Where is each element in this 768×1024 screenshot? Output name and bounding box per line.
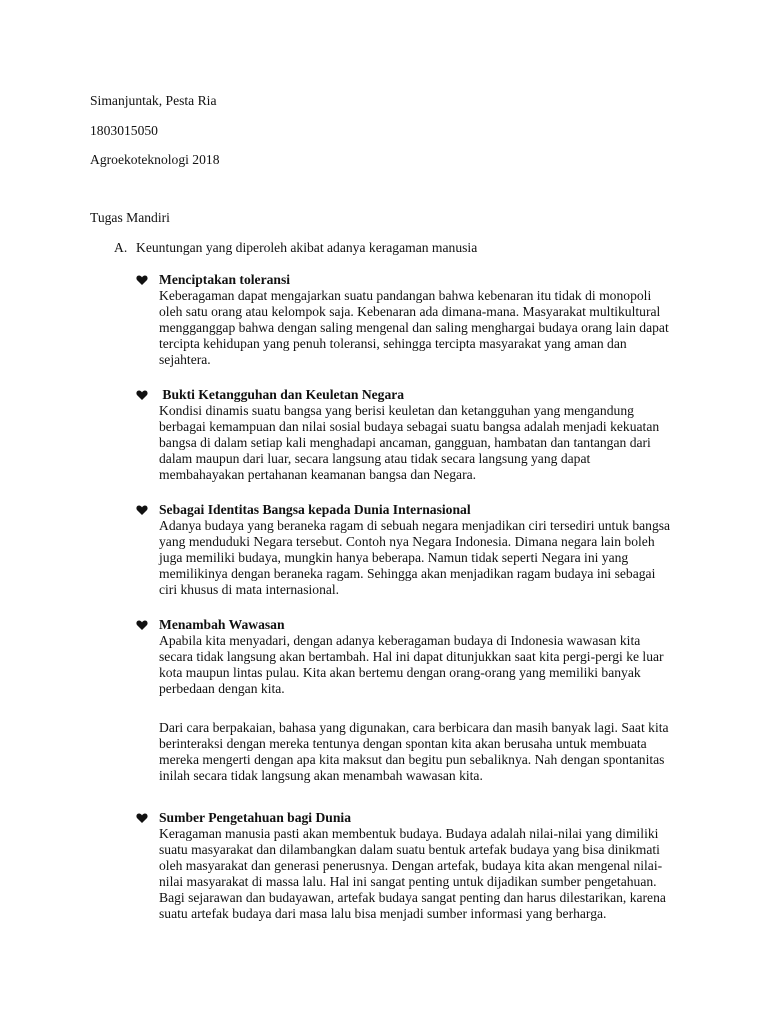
heart-bullet-icon bbox=[136, 619, 148, 631]
body-line: dalam maupun dari luar, secara langsung atau tidak secara langsung yang dapat bbox=[159, 451, 591, 466]
body-line: mengganggap bahwa dengan saling mengenal dan saling menghargai budaya orang lain dapat bbox=[159, 320, 669, 335]
body-line: Keberagaman dapat mengajarkan suatu pandangan bahwa kebenaran itu tidak di monopoli bbox=[159, 288, 652, 303]
body-line: bangsa di dalam setiap kali menghadapi ancaman, gangguan, hambatan dan tantangan dari bbox=[159, 435, 651, 450]
body-line: juga memiliki budaya, mungkin hanya beberapa. Namun tidak seperti Negara ini yang bbox=[159, 550, 629, 565]
section-title: Keuntungan yang diperoleh akibat adanya keragaman manusia bbox=[136, 240, 478, 255]
heart-bullet-icon bbox=[136, 812, 148, 824]
body-line: memilikinya dengan beraneka ragam. Sehingga akan menjadikan ragam budaya ini sebagai bbox=[159, 566, 656, 581]
body-line: Keragaman manusia pasti akan membentuk budaya. Budaya adalah nilai-nilai yang dimiliki bbox=[159, 826, 659, 841]
item-body-continued bbox=[159, 720, 689, 784]
body-line: suatu masyarakat dan dilambangkan dalam suatu bentuk artefak budaya yang bisa dinikmati bbox=[159, 842, 660, 857]
item-body bbox=[159, 403, 679, 483]
item-title: Menciptakan toleransi bbox=[159, 272, 291, 287]
body-line: kota maupun lintas pulau. Kita akan bertemu dengan orang-orang yang memiliki banyak bbox=[159, 665, 641, 680]
body-line: secara tidak langsung akan bertambah. Hal ini dapat ditunjukkan saat kita pergi-pergi ke luar bbox=[159, 649, 664, 664]
study-program: Agroekoteknologi 2018 bbox=[90, 152, 220, 167]
body-line: mereka mengerti dengan apa kita maksut dan begitu pun sebaliknya. Nah dengan spontanitas bbox=[159, 752, 665, 767]
body-line: berinteraksi dengan mereka tentunya dengan spontan kita akan berusaha untuk membuata bbox=[159, 736, 647, 751]
item-body bbox=[159, 826, 679, 922]
body-line: inilah secara tidak langsung akan menambah wawasan kita. bbox=[159, 768, 483, 783]
author-name: Simanjuntak, Pesta Ria bbox=[90, 93, 217, 108]
body-line: berbagai kemampuan dan nilai sosial budaya sebagai suatu bangsa adalah menjadi kekuatan bbox=[159, 419, 660, 434]
body-line: yang menduduki Negara tersebut. Contoh nya Negara Indonesia. Dimana negara lain boleh bbox=[159, 534, 655, 549]
body-line: perbedaan dengan kita. bbox=[159, 681, 285, 696]
item-title: Sumber Pengetahuan bagi Dunia bbox=[159, 810, 351, 825]
body-line: Apabila kita menyadari, dengan adanya keberagaman budaya di Indonesia wawasan kita bbox=[159, 633, 641, 648]
body-line: Adanya budaya yang beraneka ragam di sebuah negara menjadikan ciri tersediri untuk bangsa bbox=[159, 518, 671, 533]
heart-bullet-icon bbox=[136, 504, 148, 516]
heart-bullet-icon bbox=[136, 274, 148, 286]
body-line: membahayakan pertahanan keamanan bangsa dan Negara. bbox=[159, 467, 477, 482]
body-line: sejahtera. bbox=[159, 352, 211, 367]
item-body bbox=[159, 633, 679, 697]
item-title: Sebagai Identitas Bangsa kepada Dunia Internasional bbox=[159, 502, 471, 517]
item-body bbox=[159, 518, 679, 598]
body-line: Dari cara berpakaian, bahasa yang digunakan, cara berbicara dan masih banyak lagi. Saat kita bbox=[159, 720, 669, 735]
item-body bbox=[159, 288, 679, 368]
assignment-title: Tugas Mandiri bbox=[90, 210, 170, 225]
item-title: Menambah Wawasan bbox=[159, 617, 285, 632]
heart-bullet-icon bbox=[136, 389, 148, 401]
body-line: tercipta kehidupan yang penuh toleransi, sehingga tercipta masyarakat yang aman dan bbox=[159, 336, 627, 351]
body-line: oleh satu orang atau kelompok saja. Kebenaran ada dimana-mana. Masyarakat multikultural bbox=[159, 304, 661, 319]
body-line: Bagi sejarawan dan budayawan, artefak budaya sangat penting dan harus dilestarikan, karena bbox=[159, 890, 666, 905]
item-title: Bukti Ketangguhan dan Keuletan Negara bbox=[159, 387, 405, 402]
body-line: ciri khusus di mata internasional. bbox=[159, 582, 340, 597]
body-line: nilai masyarakat di massa lalu. Hal ini sangat penting untuk dijadikan sumber pengetahuan. bbox=[159, 874, 657, 889]
body-line: oleh masyarakat dan generasi penerusnya. Dengan artefak, budaya kita akan mengenal nilai- bbox=[159, 858, 663, 873]
body-line: suatu artefak budaya dari masa lalu bisa menjadi sumber informasi yang berharga. bbox=[159, 906, 607, 921]
section-letter: A. bbox=[114, 240, 128, 255]
student-id: 1803015050 bbox=[90, 123, 158, 138]
body-line: Kondisi dinamis suatu bangsa yang berisi keuletan dan ketangguhan yang mengandung bbox=[159, 403, 634, 418]
